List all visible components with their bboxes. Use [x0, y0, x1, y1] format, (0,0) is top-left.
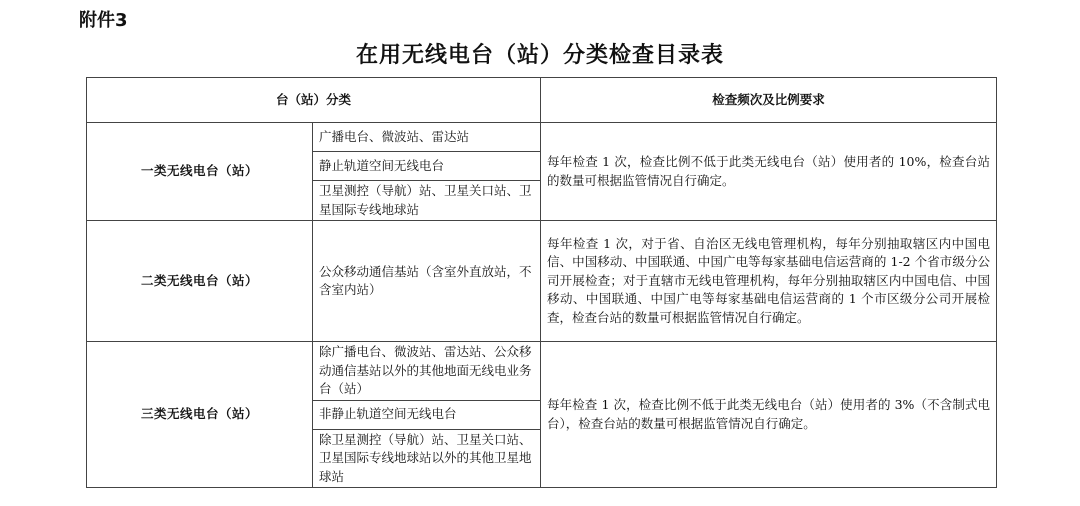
class-1-label: 一类无线电台（站）: [87, 123, 313, 221]
table-row: [87, 221, 997, 342]
subtype-cell: 卫星测控（导航）站、卫星关口站、卫星国际专线地球站: [313, 181, 541, 221]
class-2-label: 二类无线电台（站）: [87, 221, 313, 342]
inspection-catalog-table: [86, 77, 997, 488]
subtype-cell: 非静止轨道空间无线电台: [313, 400, 541, 429]
subtype-cell: 广播电台、微波站、雷达站: [313, 123, 541, 152]
class-3-label: 三类无线电台（站）: [87, 342, 313, 488]
requirement-cell: 每年检查 1 次，对于省、自治区无线电管理机构，每年分别抽取辖区内中国电信、中国移动、中国联通、中国广电等每家基础电信运营商的 1-2 个省市级分公司开展检查；对于直辖市无线电管理机构，每年分别抽取辖区内中国电信、中国移动、中国联通、中国广电等每家基础电信运营商的 1 个市区级分公司开展检查，检查台站的数量可根据监管情况自行确定。: [541, 221, 997, 342]
subtype-cell: 公众移动通信基站（含室外直放站，不含室内站）: [313, 221, 541, 342]
table-row: [87, 123, 997, 152]
table-row: [87, 342, 997, 401]
attachment-label: 附件3: [79, 10, 128, 31]
subtype-cell: 除广播电台、微波站、雷达站、公众移动通信基站以外的其他地面无线电业务台（站）: [313, 342, 541, 401]
header-requirement: 检查频次及比例要求: [541, 78, 997, 123]
subtype-cell: 静止轨道空间无线电台: [313, 152, 541, 181]
requirement-cell: 每年检查 1 次，检查比例不低于此类无线电台（站）使用者的 3%（不含制式电台），检查台站的数量可根据监管情况自行确定。: [541, 342, 997, 488]
table-header-row: [87, 78, 997, 123]
requirement-cell: 每年检查 1 次，检查比例不低于此类无线电台（站）使用者的 10%，检查台站的数量可根据监管情况自行确定。: [541, 123, 997, 221]
subtype-cell: 除卫星测控（导航）站、卫星关口站、卫星国际专线地球站以外的其他卫星地球站: [313, 429, 541, 488]
header-category: 台（站）分类: [87, 78, 541, 123]
page-title: 在用无线电台（站）分类检查目录表: [355, 43, 724, 68]
